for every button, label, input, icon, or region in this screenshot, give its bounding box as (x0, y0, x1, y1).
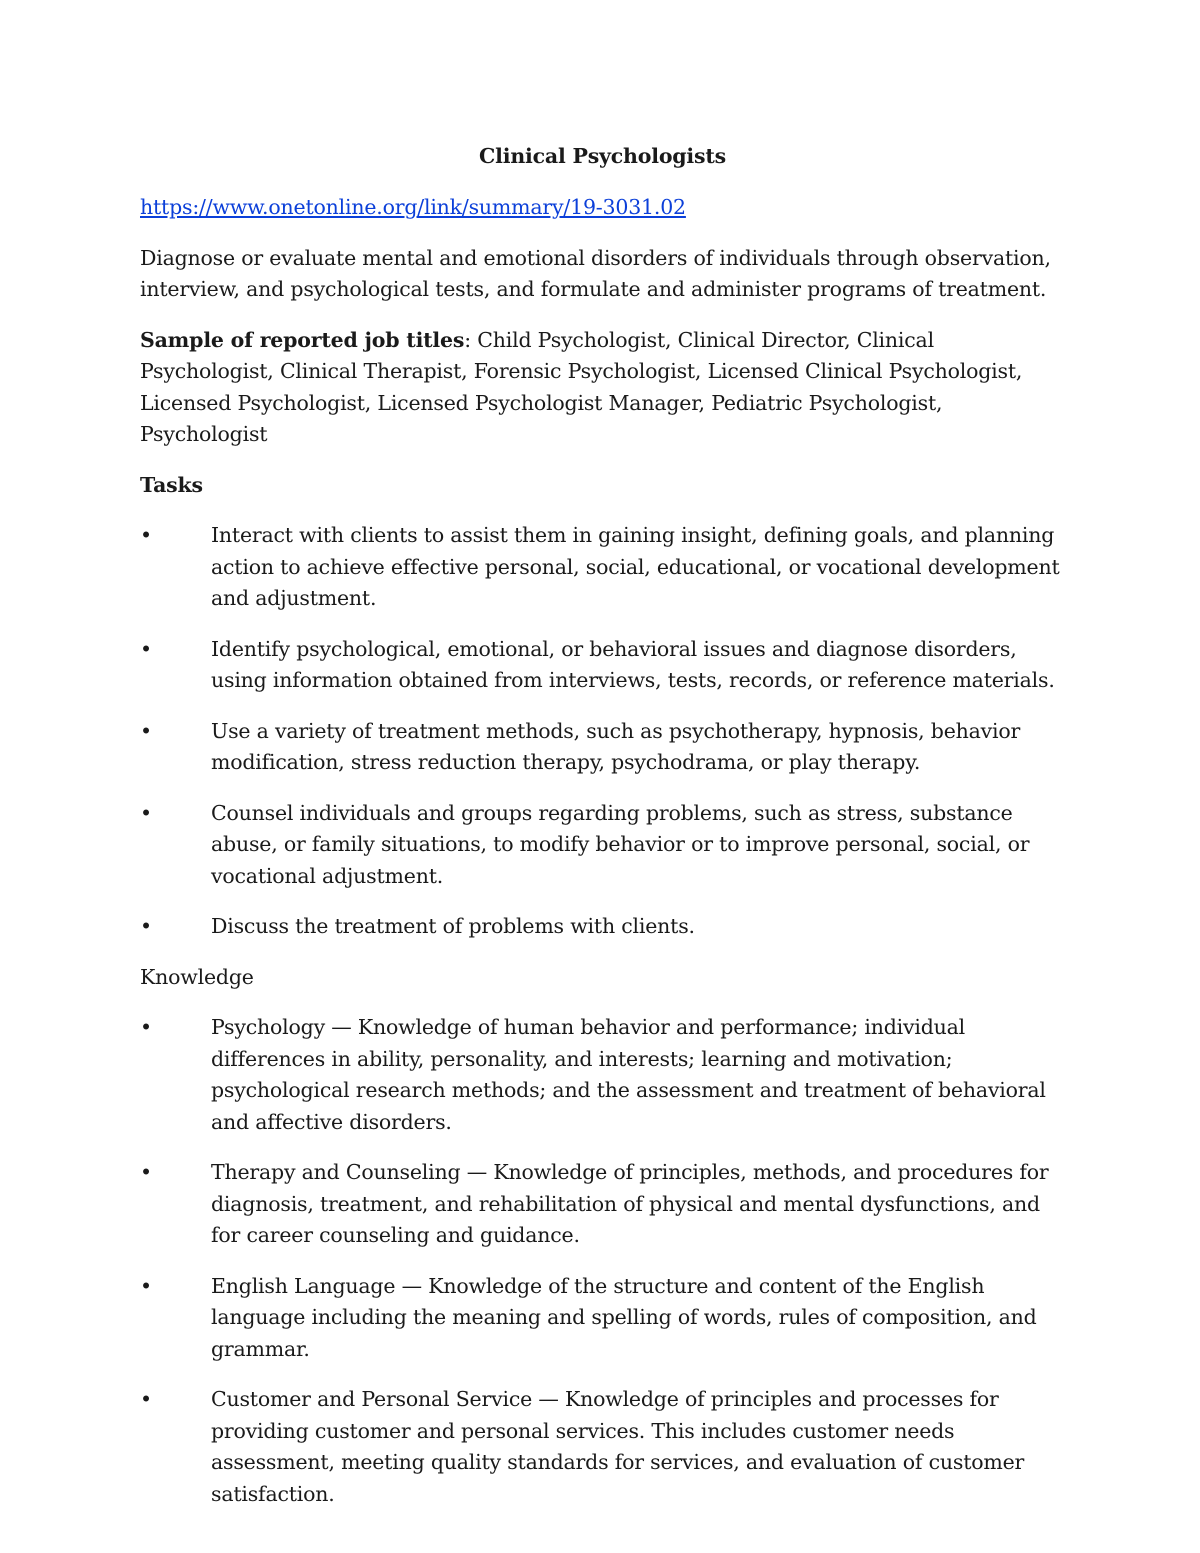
job-titles-colon: : (464, 327, 471, 352)
knowledge-text: Psychology — Knowledge of human behavior and performance; individual differences in ability, personality, and interests; learning and motivation; psychological research methods; and the assessment and treatment of behavioral and affective disorders. (211, 1015, 1046, 1134)
task-text: Interact with clients to assist them in gaining insight, defining goals, and planning action to achieve effective personal, social, educational, or vocational development and adjustment. (211, 523, 1060, 610)
document-body (140, 140, 1065, 1529)
bullet-icon: • (140, 1387, 152, 1411)
task-item (140, 716, 1065, 779)
knowledge-text: Customer and Personal Service — Knowledge of principles and processes for providing customer and personal services. This includes customer needs assessment, meeting quality standards for services, and evaluation of customer satisfaction. (211, 1387, 1025, 1506)
task-item (140, 911, 1065, 943)
job-titles-paragraph (140, 325, 1065, 451)
onet-summary-link[interactable]: https://www.onetonline.org/link/summary/19-3031.02 (140, 195, 686, 219)
task-item (140, 798, 1065, 893)
bullet-icon: • (140, 914, 152, 938)
task-item (140, 634, 1065, 697)
knowledge-item (140, 1157, 1065, 1252)
knowledge-list (140, 1012, 1065, 1510)
task-text: Use a variety of treatment methods, such as psychotherapy, hypnosis, behavior modification, stress reduction therapy, psychodrama, or play therapy. (211, 718, 1021, 774)
bullet-icon: • (140, 523, 152, 547)
document-title: Clinical Psychologists (479, 144, 726, 168)
task-text: Counsel individuals and groups regarding problems, such as stress, substance abuse, or family situations, to modify behavior or to improve personal, social, or vocational adjustment. (211, 800, 1030, 888)
knowledge-text: Therapy and Counseling — Knowledge of principles, methods, and procedures for diagnosis, treatment, and rehabilitation of physical and mental dysfunctions, and for career counseling and guidance. (211, 1160, 1049, 1247)
knowledge-item (140, 1271, 1065, 1366)
task-item (140, 520, 1065, 615)
bullet-icon: • (140, 1273, 152, 1298)
tasks-list (140, 520, 1065, 943)
bullet-icon: • (140, 800, 152, 825)
bullet-icon: • (140, 718, 152, 743)
job-titles-label: Sample of reported job titles (140, 327, 465, 352)
knowledge-heading: Knowledge (140, 964, 254, 989)
occupation-description: Diagnose or evaluate mental and emotional disorders of individuals through observation, interview, and psychological tests, and formulate and administer programs of treatment. (140, 245, 1051, 301)
knowledge-item (140, 1012, 1065, 1138)
knowledge-text: English Language — Knowledge of the structure and content of the English language including the meaning and spelling of words, rules of composition, and grammar. (211, 1273, 1037, 1361)
task-text: Identify psychological, emotional, or behavioral issues and diagnose disorders, using information obtained from interviews, tests, records, or reference materials. (211, 636, 1055, 692)
tasks-heading: Tasks (140, 472, 203, 497)
job-titles-list: Child Psychologist, Clinical Director, Clinical Psychologist, Clinical Therapist, Forensic Psychologist, Licensed Clinical Psychologist, Licensed Psychologist, Licensed Psychologist Manager, Pediatric Psychologist, Psychologist (140, 327, 1023, 446)
bullet-icon: • (140, 1160, 152, 1184)
task-text: Discuss the treatment of problems with clients. (211, 914, 695, 938)
bullet-icon: • (140, 1015, 152, 1039)
bullet-icon: • (140, 636, 152, 661)
knowledge-item (140, 1384, 1065, 1510)
